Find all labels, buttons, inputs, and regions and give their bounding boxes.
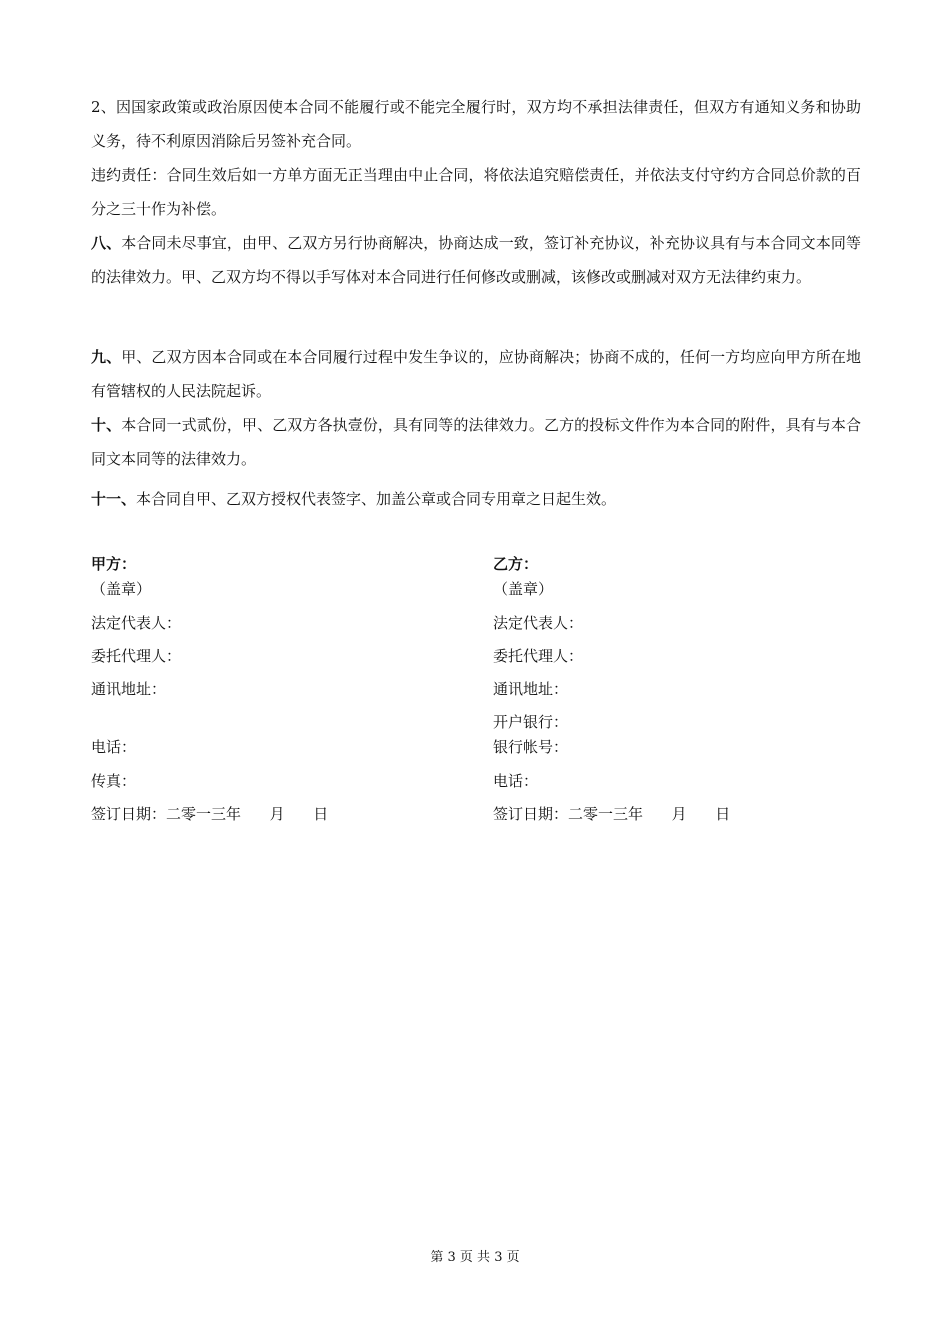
- clause-breach-liability: [91, 158, 861, 226]
- party-a-seal: （盖章）: [91, 580, 152, 598]
- party-b-phone: 电话：: [493, 772, 539, 790]
- party-b-sign-date: 签订日期：二零一三年 月 日: [493, 805, 731, 823]
- clause-text: 本合同自甲、乙双方授权代表签字、加盖公章或合同专用章之日起生效。: [136, 490, 617, 508]
- party-b-account: 银行帐号：: [493, 738, 569, 756]
- party-b-address: 通讯地址：: [493, 680, 569, 698]
- clause-text: 2、因国家政策或政治原因使本合同不能履行或不能完全履行时，双方均不承担法律责任，但双方有通知义务和协助义务，待不利原因消除后另签补充合同。: [91, 98, 861, 150]
- party-a-legal-rep: 法定代表人：: [91, 614, 182, 632]
- party-a-sign-date: 签订日期：二零一三年 月 日: [91, 805, 329, 823]
- party-a-phone: 电话：: [91, 738, 137, 756]
- clause-text: 本合同一式贰份，甲、乙双方各执壹份，具有同等的法律效力。乙方的投标文件作为本合同的附件，具有与本合同文本同等的法律效力。: [91, 416, 861, 468]
- clause-text: 本合同未尽事宜，由甲、乙双方另行协商解决，协商达成一致，签订补充协议，补充协议具有与本合同文本同等的法律效力。甲、乙双方均不得以手写体对本合同进行任何修改或删减，该修改或删减对双方无法律约束力。: [91, 234, 861, 286]
- party-a-fax: 传真：: [91, 772, 137, 790]
- clause-11: [91, 482, 861, 516]
- clause-8: [91, 226, 861, 294]
- clause-9: [91, 340, 861, 408]
- party-b-bank: 开户银行：: [493, 713, 569, 731]
- clause-number: 十、: [91, 416, 122, 434]
- clause-number: 八、: [91, 234, 122, 252]
- clause-text: 甲、乙双方因本合同或在本合同履行过程中发生争议的，应协商解决；协商不成的，任何一方均应向甲方所在地有管辖权的人民法院起诉。: [91, 348, 861, 400]
- party-a-title: 甲方：: [91, 555, 137, 573]
- page-number-footer: 第 3 页 共 3 页: [430, 1250, 520, 1265]
- clause-number: 十一、: [91, 490, 137, 508]
- party-a-address: 通讯地址：: [91, 680, 167, 698]
- party-b-seal: （盖章）: [493, 580, 554, 598]
- party-b-agent: 委托代理人：: [493, 647, 584, 665]
- clause-10: [91, 408, 861, 476]
- clause-number: 九、: [91, 348, 122, 366]
- clause-force-majeure-2: [91, 90, 861, 158]
- clause-text: 违约责任：合同生效后如一方单方面无正当理由中止合同，将依法追究赔偿责任，并依法支付守约方合同总价款的百分之三十作为补偿。: [91, 166, 861, 218]
- party-a-agent: 委托代理人：: [91, 647, 182, 665]
- party-b-title: 乙方：: [493, 555, 539, 573]
- party-b-legal-rep: 法定代表人：: [493, 614, 584, 632]
